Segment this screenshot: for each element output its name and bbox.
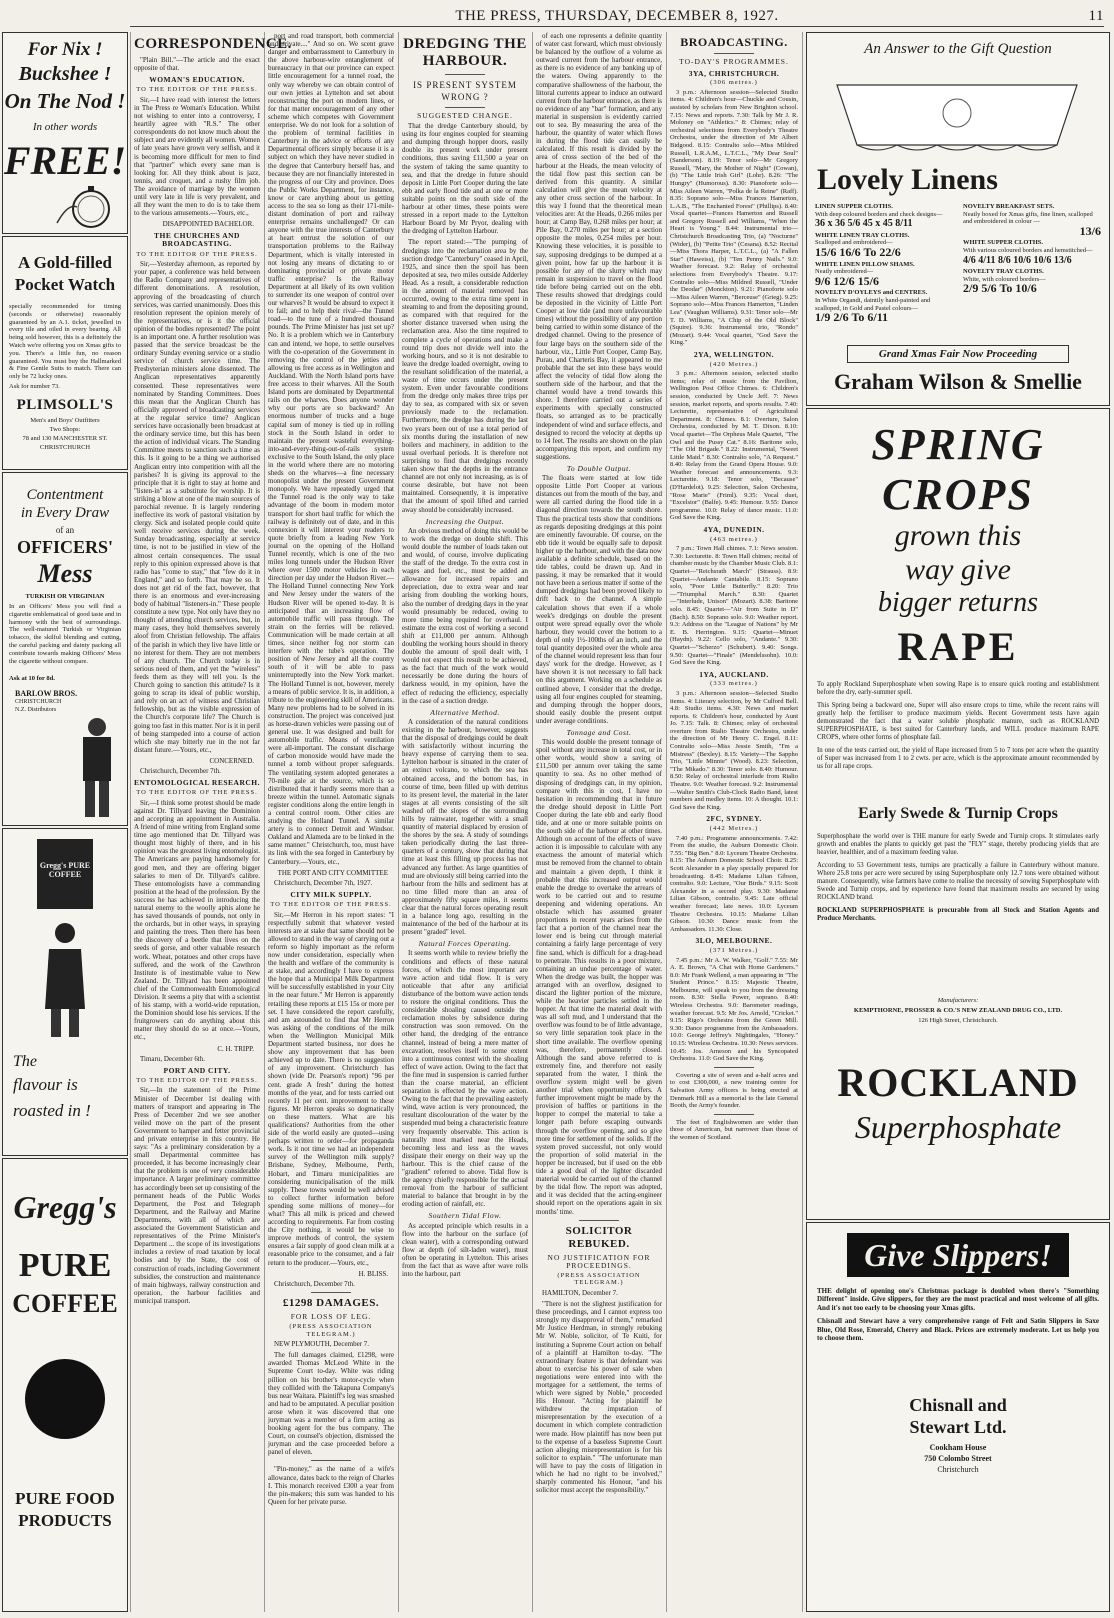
press-association: (PRESS ASSOCIATION TELEGRAM.) <box>557 1271 641 1287</box>
rockland-brand: ROCKLAND <box>837 1060 1079 1105</box>
letter-dateline: Christchurch, December 7th. <box>274 1279 355 1288</box>
plimsoll-line-2: Two Shops: <box>49 426 81 433</box>
greggs-tin <box>37 839 93 909</box>
section-heading: Alternative Method. <box>430 707 500 717</box>
section-heading: Tonnage and Cost. <box>566 727 632 737</box>
station-name: 2FC, SYDNEY. <box>706 814 762 824</box>
ad-rockland-rape <box>806 408 1110 1220</box>
plimsoll-line-4: CHRISTCHURCH <box>39 444 91 451</box>
slippers-address-1: Cookham House <box>929 1443 987 1452</box>
letter-body: Sir,—I have read with interest the letters in The Press re Woman's Education. Whilst not wishing to enter into a controversy, I heartily agree with "R.S." The other correspondents do not know much about the subject and are evidently all women. Women of late years have grown very selfish, and it is becoming more difficult for men to find that "partner" which every sane man is looking for. All they think about is jazz, tennis, and croquet, and a rushy film job. The avoidance of marriage by the women until very late in life is very prevalent, and all they want the men to do is to take them to the various amusements.—Yours, etc., <box>134 95 260 218</box>
section-heading: To Double Output. <box>566 463 632 473</box>
officers-d: OFFICERS' <box>16 537 113 557</box>
letter-heading: WOMAN'S EDUCATION. <box>149 75 245 85</box>
article-heading: SOLICITOR REBUKED. <box>565 1224 633 1250</box>
section-heading: Natural Forces Operating. <box>418 939 512 949</box>
linen-left <box>815 203 955 326</box>
broadcasting-heading: BROADCASTING. <box>680 35 788 49</box>
divider <box>714 1114 754 1115</box>
linen-item-title: WHITE LINEN TRAY CLOTHS. <box>815 231 910 239</box>
letter-signature: C. H. TRIPP. <box>217 1044 254 1053</box>
rape-para: ROCKLAND SUPERPHOSPHATE is procurable from all Stock and Station Agents and Produce Merchants. <box>817 907 1099 922</box>
divider <box>311 1460 351 1461</box>
divider <box>445 74 485 75</box>
officers-e: Mess <box>37 559 93 588</box>
plimsoll-line-3: 78 and 130 MANCHESTER ST. <box>22 435 108 442</box>
article-body: of each one represents a definite quantity of water cast forward, which must obviously be balanced by the outflow of a volume as outward current from the harbour entrance, as there is no evidence of any banking up of the waters. Owing apparently to the comparative shallowness of the harbour, the littoral currents appear to induce an outward current from the harbour entrance, as there is no evidence of any "bar" formation, and any material in suspension is evidently carried out to sea. By measuring the area of the harbour, the quantity of water which flows in during the flood tide can easily be calculated. If this result is divided by the area of cross section of the bed of the harbour at the Heads, the mean velocity of the tidal flow past this section can be derived from this quantity. A similar calculation will give the mean velocity at any other cross section of the harbour. In this way I found that the theoretical mean velocities are: At the Heads, 0.266 miles per hour; at Camp Bay, 0.268 miles per hour; at Pile Bay, 0.270 miles per hour; at a section opposite the moles, 0.254 miles per hour. Knowing these velocities, it is possible to say, supposing dredgings to be dumped at a given point, how far up the harbour it is possible for any of the slurry which may remain in suspension to travel on the flood tide before being carried out on the ebb. These results showed that dredgings could be deposited in the vicinity of Little Port Cooper at low tide (and more unfavourable times) without the possibility of any portion being carried to within some distance of the dredged channel. Owing to the presence of four large bays on the southern side of the harbour, viz., Little Port Cooper, Camp Bay, Purau, and Charteris Bay, it appeared to me probable that the set into these bays would affect the velocity of tidal flow along the southern side of the harbour, and that the channel would have a trend towards this shore. I therefore carried out a series of experiments with specially constructed floats, so arranged as to be practically independent of wind and surface effects, and designed to record the velocity at depths up to 14 feet. The results are shown on the plan accompanying this report, and confirm my suggestions. <box>536 32 662 461</box>
letter-body: Sir,—Yesterday afternoon, as reported by your paper, a conference was held between the Radio Company and representatives of different denominations. A resolution, approving of the broadcasting of church services, was carried unanimously. Does this resolution represent the opinion merely of the representatives, or is it the official opinion of the bodies represented? The point is an important one. A further resolution was passed that the service broadcast be the ordinary Sunday evening service or a studio service of church service time. The Presbyterian ministers alone dissented. The Anglican representatives apparently consented. These representatives were nominated by Standing Committees. Does this mean that the Anglican Church has officially approved of broadcasting services at the regular service time? Anglican services have occasionally been broadcast at the ordinary service time, but this has been the action of individual vicars. The Standing Committee meets to sanction such a time as this. Is it going to be a thing we authorised Anglican entry into competition with all the parishes? It is giving its approval to the principle that it is right to stay at home and "listen-in" as a substitute for worship. It is striking a blow at one of the main sources of parochial revenue. It is largely rendering ineffective its work of pastoral visitation by clergy. Sick and isolated people could quite well receive services during the week. Sunday broadcasting, especially at service time, is not to be justified in view of the almost certain consequences. The usual reply to this opinion expressed above is that radio has "come to stay," that "few do it in England," and so forth. That may be so. It does not get rid of the fact, however, that there is an enormous and ever-increasing body of habitual "listeners-in." These people constitute a new type. Not only have they no thought of attending church services, but, in many cases, they hold themselves severely aloof from Christian fellowship. The affairs of the parish in which they live have little or no interest for them. They are not members of any church. The Church today is in serious need of them, and yet the "wireless" feeds them as they will tell you. Is the Church going to sanction this attitude? Is it going to scrap its ideal of public worship, and rely on an act of witness and Christian fellowship, but as the visible expression of the Church's corporate life? The Church is going too fast in this matter. Nor is it in peril of being stampeded into a course of action which she may bitterly rue in the not far distant future.—Yours, etc., <box>134 260 260 754</box>
column-dredging <box>402 32 528 1612</box>
linen-item-desc: With deep coloured borders and check designs— <box>815 210 943 218</box>
column-rule <box>532 32 533 1612</box>
ad-give-slippers <box>806 1222 1110 1612</box>
slippers-firm-1: Chisnall and <box>909 1395 1007 1415</box>
letter-heading: CITY MILK SUPPLY. <box>290 889 372 899</box>
letter-signature: DISAPPOINTED BACHELOR. <box>162 220 254 229</box>
greggs-products: PRODUCTS <box>18 1511 112 1530</box>
rape-word: RAPE <box>897 624 1019 669</box>
letter-body: Sir,—Mr Herron in his report states: "I respectfully submit that whatever vested interests are at stake that same should not be allowed to stand in the way of carrying out a reform so highly important as the reform now under consideration, especially when the health and welfare of the community is at stake, and accordingly I have to express the hope that a Municipal Milk Department will be successfully established in your City in the near future." Mr Herron is apparently retailing these reports at £15 15s or more per set. I have considered the report carefully, and am astounded to find that Mr Herron was asking of the conditions of the milk when the Wellington Municipal Milk Department started business, nor does he show any improvement that has been achieved up to date. There is no suggestion of any improvement. Christchurch has shown (vide Dr. Pearson's report) "96 per cent. grade A fresh" during the hottest months of the year, and for tests carried out recently 11 per cent. improvement to these figures. Mr Herron speaks so dogmatically on these matters. What are his qualifications? Authorities from the other side of the world easily are quoted—using perhaps written to order—for propaganda work. Is it not time we had an independent survey of the Wellington milk supply? Brisbane, Sydney, Melbourne, Perth, Hobart, and Timaru municipalities are considering municipalisation of the milk supply. These towns would be well advised to collect further information before spending some millions of money—for what? This all milk is priced and chewed according to requirements. Far from costing the City nothing, it would be wise to improve methods of control, the system ensures a fair supply of good clean milk at a reasonable price to the consumer, and a fair return to the producer.—Yours, etc., <box>268 910 394 1267</box>
column-rule <box>130 32 131 1612</box>
greggs-pure: PURE <box>18 1247 112 1284</box>
article-body: This would double the present tonnage of spoil without any increase in total cost, or in other words, would show a saving of £11,500 per annum over taking the same quantity to sea. As no other method of disposing of dredgings can, in my opinion, compare with this in cost, I have no hesitation in recommending that in future the dredge should deposit in Little Port Cooper during the late ebb and early flood tide, and at one or more suitable points on the south side of the harbour at other times. Although on account of the effects of wave action it is impossible to calculate with any exactness the amount of material which must be removed from the channel to obtain and maintain a given depth, I think it probable that this increased output would enable the dredge to overtake the arrears of work to be carried out and to resume deepening and widening operations. An obstacle which has assumed greater proportions in recent years arises from the fact that a portion of the channel near the lower end is being cut through material containing a fairly large percentage of very fine sand, which is difficult for a drag-head to penetrate. This results in a poor mixture, containing an undue percentage of water. When the dredge was built, the hopper was arranged with an overflow, designed to discard the lighter portion of the mixture, while the heavier particles settled in the hopper. At that time the material dealt with was all soft mud, and I understand that the overflow was found to be of little advantage, so very little separation took place in the short time available. The overflow opening was, therefore, permanently closed. Although the sand above referred to is extremely fine, and therefore not easily separated from the water, I think the overflow system might well be given another trial when opportunity offers. A further improvement might be made by the provision of baffles or partitions in the hopper to compel the material to take a longer path before escaping outwards through the overflow opening, and so give more time for settlement of the solids. If the system proved successful, not only would the proportion of solid material in the hopper be increased, but if used on the ebb tide a good deal of the lighter discarded material would be carried out of the channel by the tidal flow. The report was adopted, and it was decided that the acting-engineer should report on the operations again in six months' time. <box>536 738 662 1216</box>
article-body: The floats were started at low tide opposite Little Port Cooper at various distances out from the mouth of the bay, and were all carried during the flood tide in a diagonal direction towards the south shore. Thus the practical tests show that conditions as regards depositing dredgings at this point are eminently favourable. Of course, on the ebb tide it would be equally safe to deposit higher up the harbour, and with the data now available a definite schedule, based on the tide tables, could be drawn up. And in passing, it may be remarked that it would not have been a serious matter if some of the dumped dredgings had been proved likely to drift back to the channel. A simple calculation shows that even if a whole week's dredgings on double the present output were spread equally over the whole harbour, they would cover the bottom to a depth of only 1½-100ths of an inch, and the total quantity deposited over the whole area of the channel would represent less than four days' work for the dredge. However, as I have shown it is not necessary to fall back on this argument. Working on a schedule as outlined above, I consider that the dredge, using all four engines coupled for steaming, and dumping through the hopper doors, should easily double the present output under average conditions. <box>536 474 662 725</box>
linen-item-desc: White, with coloured borders— <box>963 275 1046 283</box>
letter-dateline: Christchurch, December 7th. <box>140 766 221 775</box>
officers-body: In an Officers' Mess you will find a cigarette emblematical of good taste and in harmony with the best of surroundings. The well-matured Turkish or Virginian tobacco, the skilful blending and cutting, the careful packing and dainty packing all contribute towards making Officers' Mess the cigarette without compare. <box>9 603 121 665</box>
ad-greggs-flavour <box>2 828 128 1156</box>
dredging-heading: DREDGING THE HARBOUR. <box>403 36 527 69</box>
officer-figure-illustration <box>69 713 125 821</box>
rockland-superphosphate: Superphosphate <box>854 1109 1062 1145</box>
slippers-address-3: Christchurch <box>937 1465 979 1474</box>
station-name: 2YA, WELLINGTON. <box>693 349 775 359</box>
rape-manufacturers-label: Manufacturers: <box>937 997 979 1004</box>
station-name: 3LO, MELBOURNE. <box>695 936 773 946</box>
letter-body: Sir,—I think some protest should be made against Dr. Tillyard leaving the Dominion and accepting an appointment in Australia. A friend of mine writing from England some time ago mentioned that Dr. Tillyard was thought most highly of there, and in his opinion was the greatest living entomologist. The Americans are paying handsomely for good men, and they are offering bigger salaries to men of Dr. Tillyard's calibre. These entomologists have a commanding position at the head of the profession. By the success he has achieved in introducing the natural enemy to the woolly aphis alone he has saved thousands of pounds, not only in the orchards, but in other ways, in spraying and painting the trees. Then there has been the discovery of a beetle that lives on the seeds of gorse, and other valuable research work. Wheat, potatoes and other crops have suffered, and the work of the Cawthron Institute is of inestimable value to New Zealand. Dr. Tillyard has been appointed chief of the Commonwealth Entomological Division. It seems a pity that with a scientist of his stamp, with a world-wide reputation, the Dominion should lose his services. If the fruitgrowers can do anything about this matter they should do so at once.—Yours, etc., <box>134 798 260 1042</box>
linen-item-price: 15/6 16/6 To 22/6 <box>815 244 901 259</box>
ad-lovely-linens <box>806 32 1110 406</box>
slippers-para: Chisnall and Stewart have a very comprehensive range of Felt and Satin Slippers in Saxe Blue, Old Rose, Emerald, Cherry and Black. Prices are extremely moderate. Let us help you to choose them. <box>817 1317 1099 1343</box>
press-association: (PRESS ASSOCIATION TELEGRAM.) <box>289 1322 373 1338</box>
watch-title: A Gold-filled <box>18 253 112 272</box>
rape-manufacturers-address: 126 High Street, Christchurch. <box>918 1017 998 1024</box>
nix-line-d: In other words <box>32 121 98 133</box>
greggs-flavour-c: roasted in ! <box>13 1101 91 1120</box>
nix-line-b: Buckshee ! <box>18 63 112 85</box>
table-linen-illustration <box>817 65 1097 157</box>
officers-dist-2: CHRISTCHURCH <box>15 699 62 705</box>
article-body: The feet of Englishwomen are wider than those of American, but narrower than those of the women of Scotland. <box>670 1118 798 1141</box>
linen-item-price: 2/9 5/6 To 10/6 <box>963 281 1037 296</box>
linen-item-title: WHITE SUPPER CLOTHS. <box>963 239 1044 247</box>
linen-item-desc: In White Organdi, daintily hand-painted and scalloped, in Gold and Pastel colours— <box>815 296 931 312</box>
article-body: An obvious method of doing this would be to work the dredge on double shift. This would double the number of loads taken out and would, of course, involve duplicating the staff of the dredge. To the extra cost in wages and fuel, etc., must be added an allowance for increased repairs and depreciation, due to extra wear and tear arising from doubling the working hours, also the number of dredging days in the year would presumably be reduced, owing to more time being required for overhaul. I estimate the extra cost of working a second shift at £11,000 per annum. Although doubling the working hours should in theory double the amount of spoil dealt with, I would not expect this result to be achieved, as the fact that much of the work would necessarily be done during the hours of darkness would, in my opinion, have the effect of reducing the efficiency, especially in the case of a suction dredge. <box>402 526 528 705</box>
station-wavelength: (420 Metres.) <box>709 360 759 368</box>
rape-para: To apply Rockland Superphosphate when sowing Rape is to ensure quick rooting and establishment before the dry, early-summer spell. <box>817 681 1099 696</box>
linen-right <box>963 203 1101 297</box>
slippers-banner <box>847 1233 1069 1277</box>
linen-item-price: 13/6 <box>1079 223 1101 238</box>
masthead <box>130 6 1104 27</box>
letter-heading: ENTOMOLOGICAL RESEARCH. <box>134 778 260 788</box>
linen-item-desc: Neatly boxed for Xmas gifts, fine linen, scalloped and embroidered in colour — <box>963 210 1093 226</box>
rape-para: In one of the tests carried out, the yield of Rape increased from 5 to 7 tons per acre when the quantity of Super was increased from 1 to 2 cwts. per acre, which is the approximate amount recommended by us for all rape crops. <box>817 747 1099 770</box>
station-name: 4YA, DUNEDIN. <box>703 525 765 535</box>
rape-para: This Spring being a backward one, Super will also ensure crops to time, while the recent rains will greatly help the fertiliser to produce maximum yields. Recent Government tests have again demonstrated the fact that a water soluble phosphatic manure, such as ROCKLAND SUPERPHOSPHATE, is best suited for Canterbury lands, and WILL produce maximum RAPE CROPS, where other forms of phosphate fail. <box>817 702 1099 741</box>
station-name: 3YA, CHRISTCHURCH. <box>688 68 780 78</box>
slippers-body <box>817 1287 1099 1347</box>
ad-greggs-pure-coffee <box>2 1158 128 1612</box>
linen-item-price: 36 x 36 5/6 45 x 45 8/11 <box>815 218 913 230</box>
plimsoll-line-1: Men's and Boys' Outfitters <box>30 417 100 424</box>
column-correspondence <box>134 32 292 1612</box>
nix-line-c: On The Nod ! <box>4 89 126 113</box>
correspondence-heading: CORRESPONDENCE. <box>134 36 292 52</box>
article-body: A consideration of the natural conditions existing in the harbour, however, suggests that the disposal of dredgings could be dealt with satisfactorily without incurring the heavy expense of carrying them to sea. Lyttelton harbour is situated in the crater of an extinct volcano, to which the sea has obtained access, and the bottom has, in course of time, been filled up with detritus to its present level, the material in the later stages at all events consisting of the silt washed off the slopes of the surrounding hills by rainwater, together with a small quantity of material displaced by erosion of the shores by the sea. A study of soundings taken periodically during the last three-quarters of a century, show that during that time at least this filling up process has not advanced any further. As large quantities of mud are obviously still being carried into the harbour from the hills and sediment has at no time filled more than an area of approximately fifty square miles, it seems clear that the natural forces operating result in a balance long ago, resulting in the maintenance of the bed of the harbour at its present "graded" level. <box>402 717 528 937</box>
station-programme: 3 p.m.: Afternoon session—Selected Studio items. 4: Children's hour—Chuckle and Cousin, assisted by scholars from New Brighton school. 7.15: News and reports. 7.30: Talk by Mr J. R. Moloney on "Athletics." 8: Chimes; relay of orchestral selections from Everybody's Theatre Orchestra, under the direction of Mr Albert Bidgood. 8.15: Contralto solo—Miss Mildred Russell, L.R.A.M., L.T.C.L., "My Dear Soul" (Sanderson). 8.19: Tenor solo—Mr Gregory Russell, "Mary, the Mother of Night" (Cowan), (b) "The Little Irish Girl" (Lohr). 8.26: "The Hungry" (Humorous). 8.30: Pianoforte solo—Miss Aileen Warren, "Polka de la Reine" (Raff). 8.35: Soprano solo—Miss Frances Hamerton, L.A.B., "The Enchanted Forest" (Phillips). 8.40: Vocal quartet—Frances Hamerton and Russell and Gregory Russell and Williams, "When the Heart is Young." 8.44: Instrumental trio—Christchurch Broadcasting Trio, (a) "Nocturne" (Wider), (b) "Petite Trio" (Cesana). 8.52: Recital—Miss Thora Harper, L.T.C.L., (a) "A Fallen Star" (Haweiss), (b) "Ten Penny Nails." 9.0: Weather forecast. 9.2: Relay of orchestral selections from Everybody's Theatre. 9.17: Contralto solo—Miss Mildred Russell, "Under the Deodar" (Monckton). 9.21: Pianoforte solo—Miss Aileen Warren, "Berceuse" (Grieg). 9.25: Soprano solo—Miss Frances Hamerton, "Linden Lea" (Vaughan Williams). 9.31: Tenor solo—Mr T. D. Williams, "A Chip of the Old Block" (Squire). 9.36: Instrumental trio, "Rondo" (Mozart). 9.44: Vocal quartet, "God Save the King." <box>670 88 798 347</box>
rape-manufacturers: KEMPTHORNE, PROSSER & CO.'S NEW ZEALAND DRUG CO., LTD. <box>853 1007 1063 1014</box>
article-body: "There is not the slightest justification for these proceedings, and I cannot express too strongly my disapproval of them," remarked Mr Justice Herdman, in strongly rebuking Mr W. Noble, solicitor, of Te Kuiti, for instituting a Supreme Court action on behalf of a plaintiff at Hamilton to-day. "The extraordinary feature is that defendant was about to exercise his power of sale when negotiations were entered into with the mortgagee for a settlement, the terms of which were signed by Noble," proceeded His Honour. "Acting for plaintiff he withdrew the imputation of misrepresentation by the execution of a document in which complete contradiction were made. How plaintiff has now been put to the expense of a baseless Supreme Court action alleging misrepresentation is for his solicitor to explain." "The unfortunate man will have to pay the costs of litigation in which he had no right to be involved," sharply commented his Honour, "and his solicitor must accept the responsibility." <box>536 1300 662 1495</box>
slippers-para: THE delight of opening one's Christmas package is doubled when there's "Something Different" inside. Give slippers, for they are the most practical and most welcome of all gifts. And it's not too early to be choosing your Xmas gifts. <box>817 1287 1099 1312</box>
linen-item-price: 4/6 4/11 8/6 10/6 10/6 13/6 <box>963 254 1072 266</box>
column-rule <box>802 32 803 1612</box>
article-body: As accepted principle which results in a flow into the harbour on the surface (of clean water), with a corresponding outward flow at depth (of silt-laden water), must often be operating in Lyttelton. This arises from the fact that as wave after wave rolls into the harbour, part <box>402 1221 528 1279</box>
linen-item-title: WHITE LINEN PILLOW SHAMS. <box>815 260 915 268</box>
dredging-subheading-2: SUGGESTED CHANGE. <box>417 111 513 120</box>
column-port-city <box>268 32 394 1612</box>
column-rule <box>666 32 667 1612</box>
article-body: "Pin-money," as the name of a wife's allowance, dates back to the reign of Charles I. This monarch received £300 a year from the pin-makers; this sum was handed to his Queen for her private purse. <box>268 1465 394 1506</box>
letter-body: Sir,—In the statement of the Prime Minister of December 1st dealing with matters of transport and appearing in The Press of December 2nd we see another veiled move on the part of the present Government to hamper and fetter provincial and private enterprise in this country. He says: "As a preliminary consideration by a small Departmental committee has proceeded, it has become increasingly clear that the problem is one of very considerable importance. A larger preliminary committee has accordingly been set up consisting of the permanent heads of the Public Works Department, the Post and Telegraph Department, and the Railway and Marine Departments, with all of which are associated the Government Statistician and representatives of the Prime Minister's Department ... the scope of its investigations includes a review of road taxation by local bodies and by the State, the cost of construction of roads, including Government subsidies, the construction and maintenance of main highways, railway construction and operation, the harbour facilities and municipal transport. <box>134 1086 260 1305</box>
to-editor: TO THE EDITOR OF THE PRESS. <box>270 900 392 908</box>
watch-ref: Ask for number 73. <box>9 383 60 390</box>
nix-line-a: For Nix ! <box>27 39 103 60</box>
rape-para: According to 53 Government tests, turnips are practically a failure in Canterbury without manure. Where 25.8 tons per acre were secured by using Superphosphate only 12.7 tons were obtained without manure. Consequently, wise farmers have come to realise the necessity of sowing Superphosphate with Swede and Turnip crops, and by experience have found that maximum results are secured by using ROCKLAND brand. <box>817 862 1099 901</box>
station-programme: 7.40 p.m.: Programme announcements. 7.42: From the studio, the Auburn Domestic Choir. 7.55: "Big Ben." 8.0: Lyceum Theatre Orchestra. 8.15: The Auburn Domestic School Choir. 8.25: Scott Alexander in a play specially prepared for broadcasting. 8.45: Madame Lilian Gibson, contralto. 9.0: Lecture, "Our Birds." 9.15: Scott Alexander in a second play. 9.30: Madame Lilian Gibson, contralto. 9.45: Late official weather forecast; late news. 10.0: Lyceum Theatre Orchestra. 10.15: Madame Lilian Gibson. 10.30: Dance music from the Ambassadors. 11.30: Close. <box>670 834 798 933</box>
section-heading: Increasing the Output. <box>425 516 505 526</box>
broadcasting-subheading: TO-DAY'S PROGRAMMES. <box>679 57 789 66</box>
linen-item-title: NOVELTY TRAY CLOTHS. <box>963 268 1044 276</box>
officers-price: Ask at 10 for 8d. <box>9 675 55 682</box>
linen-item-title: NOVELTY BREAKFAST SETS. <box>963 203 1055 210</box>
divider <box>311 1292 351 1293</box>
rape-way: way give <box>905 553 1011 586</box>
column-rule <box>264 32 265 1612</box>
article-heading: £1298 DAMAGES. <box>282 1296 380 1309</box>
slippers-firm-2: Stewart Ltd. <box>909 1417 1007 1437</box>
article-body: It seems worth while to review briefly the conditions and effects of these natural forces, of which the most important are wave action and tidal flow. It is very noticeable that after any artificial disturbance of the bottom wave action tends to restore the original conditions. Thus the considerable shoaling caused outside the reclamation moles by subsidence during construction was soon removed. On the other hand, the dredging of the entrance channel, instead of being a mere matter of excavation, resolves itself to some extent into a continuous contest with the shoaling effect of wave action. Owing to the fact that the fine mud in suspension is carried further than the coarse material, an efficient separation is effected by the wave action. Owing to the fact that the prevailing easterly wind, wave action is very pronounced, the resultant discolouration of the water by the suspended mud being a characteristic feature very frequently observable. This action is naturally most marked near the Heads, becoming less and less as the waves dissipate their energy on their way up the harbour. This is the chief cause of the "gradient" referred to above. Tidal flow is the agency chiefly responsible for the actual removal from the harbour of sufficient material to balance that brought in by the eroding action of rainfall, etc. <box>402 949 528 1209</box>
dredging-subheading: IS PRESENT SYSTEM WRONG ? <box>413 80 517 102</box>
rape-crops: CROPS <box>882 470 1034 519</box>
watch-body: specially recommended for timing (seconds or otherwise) reasonably guaranteed by an A.1. ticket, jewelled in every tile and oiled in every bearing. All being sold however, this is a definitely the Watch we're offering you on Xmas gifts to you. There's a little fun, no reason guaranteed. You must buy the Hallmarked & Fine Gentle Suits to match. There can only be 72 lucky ones. <box>9 303 121 381</box>
article-body: Covering a site of seven and a-half acres and to cost £300,000, a new training centre for Salvation Army officers is being erected at Denmark Hill as a memorial to the late General Booth, the Army's founder. <box>670 1071 798 1110</box>
ad-pocket-watch <box>2 236 128 470</box>
waiter-illustration <box>27 919 103 1039</box>
greggs-pure-food: PURE FOOD <box>15 1489 115 1508</box>
station-programme: 3 p.m.: Afternoon session, selected studio items; relay of music from the Pavilion, Wellington Post Office Chimes. 6: Children's session, conducted by Uncle Jeff. 7: News session, market reports, and sports results. 7.40: Lecturette, representative of Agricultural Department. 8: Chimes. 8.1: Overture, Salon Orchestra, conducted by M. T. Dixon. 8.10: Vocal quartet—The Orpheus Male Quartet, "The Owl and the Pussy Cat." 8.16: Baritone solo, "The Old Brigade." 8.22: Instrumental, "Sweet Little Maid." 8.30: Contralto solo, "A Request." 8.40: Relay from the Grand Opera House. 9.0: Weather forecast and announcements. 9.3: Lecturette. 9.18: Tenor solo, "Because" (D'Hardelot). 9.25: Selection, Salon Orchestra, "Rose Marie" (Friml). 9.35: Vocal duet, "Excelsior" (Balfe). 9.45: Humour. 9.55: Dance programme. 10.0: Relay of dance music. 11.0: God Save the King. <box>670 370 798 522</box>
letter-signature: H. BLISS. <box>358 1269 388 1278</box>
article-subheading: FOR LOSS OF LEG. <box>290 1311 372 1321</box>
letter-signature: CONCERNED. <box>209 756 254 765</box>
officers-c: of an <box>55 525 75 535</box>
column-rule <box>398 32 399 1612</box>
watch-title-2: Pocket Watch <box>14 275 116 294</box>
station-programme: 7.45 p.m.: Mr A. W. Walker, "Golf." 7.55: Mr A. E. Brown, "A Chat with Home Gardeners." 8.0: Mr Frank Wellend, a man appearing in "The Student Prince." 8.15: Majestic Theatre, Melbourne, will speak to you from the dressing room. 8.30: Stella Power, soprano. 8.40: Wireless Orchestra. 9.0: Barometer readings, weather forecast. 9.5: Mr Jos. Arnold, "Cricket." 9.15: Rigo's Orchestra from the Green Mill. 9.30: Dance programme from the Ambassadors. 10.0: George Jeffrey's Nightingales, "Honey." 10.15: Wireless Orchestra. 10.30: News services. 10.45: Jos. Arneson and his Syncopated Orchestra. 11.0: God Save the King. <box>670 956 798 1063</box>
column-dredging-cont <box>536 32 662 1612</box>
linen-item-desc: Scalloped and embroidered— <box>815 239 893 247</box>
greggs-flavour-b: flavour is <box>13 1075 78 1094</box>
letter-dateline: Timaru, December 6th. <box>140 1054 206 1063</box>
section-heading: Southern Tidal Flow. <box>428 1211 502 1221</box>
officers-b: in Every Draw <box>20 505 110 521</box>
linen-fair: Grand Xmas Fair Now Proceeding <box>878 348 1038 360</box>
linen-item-price: 1/9 2/6 To 6/11 <box>815 310 889 325</box>
greggs-logo <box>25 1359 105 1439</box>
linen-item-desc: Neatly embroidered— <box>815 268 874 276</box>
nix-line-e: FREE! <box>3 138 127 183</box>
linen-fair-box <box>847 345 1069 363</box>
article-body: The report stated:—"The pumping of dredgings into the reclamation area by the suction dredge "Canterbury" ceased in April, 1925, and since then the spoil has been deposited at sea, two miles outside Adderley Head. As a result, a considerable reduction in the amount of material removed has occurred, owing to the extra time spent in steaming to and from the depositing ground, as compared with that required for the shorter distance traversed when using the reclamation area. Also the time required to complete a cycle of operations and make a round trip does not divide well into the working hours, and so it is not desirable to leave the dredge loaded overnight, owing to the resultant solidification of the material, a waste of time occurs under the present system. Even under favourable conditions from the dredge only makes three trips per day to sea, as compared with six or seven previously made to the reclamation. Furthermore, the dredge has during the last two years been out of use a total period of six months during the installation of new boilers and machinery, in addition to the usual overhaul periods. It is therefore not surprising to find that dredgings recently taken show that the depths in the entrance channel are not only not increasing, as is of course desirable, but have not been maintained. Consequently, it is imperative that the amount of spoil lifted and carried away should be considerably increased. <box>402 238 528 514</box>
linen-firm: Graham Wilson & Smellie <box>834 369 1082 394</box>
linen-item-desc: With various coloured borders and hemstitched— <box>963 246 1093 254</box>
newspaper-title: THE PRESS, THURSDAY, DECEMBER 8, 1927. <box>455 8 779 24</box>
letter-signature: THE PORT AND CITY COMMITTEE <box>277 868 388 877</box>
divider <box>579 1220 619 1221</box>
rape-grown: grown this <box>894 519 1022 552</box>
to-editor: TO THE EDITOR OF THE PRESS. <box>136 789 258 797</box>
letter-body: port and road transport, both commercial and private...." And so on. We scent grave danger and embarrassment to Canterbury in the above harbour-wire entanglement of bureaucracy in that our province can expect little encouragement for a tunnel road, the only way whereby we can obtain control of our own jetties at Lyttelton and set about reconstructing the port on modern lines, or for that matter encouragement of any other scheme which competes with Government enterprise. We do not look for a solution of the problem of terminal facilities in Canterbury in the advice or efforts of any Departmental officers simply because it is a subject on which they have never studied in the degree that Canterbury herself has, and because they are not financially interested in the progress of our City and province. Does the Public Works Department, for instance, know or care anything about us getting access to the sea so long as their 171-mile-distant domination of port and railway enterprise remains unchallenged? Or can anyone with the true interests of Canterbury at heart entrust the solution of our transportation problems to the Railway Department, which is vitally interested in not losing any means of dictating to or dominating provincial or private motor traffic enterprise? Is the Railway Department at all likely of its own volition to surrender its one weapon of control over our wharves? It would be absurd to expect it to fail; and to help their rival—the Tunnel road—to the tune of a hundred thousand pounds. The Prime Minister has just set up? No. It is a problem which we in Canterbury can and intend, we hope, to settle ourselves with the co-operation of the Government in removing the control of the jetties and allowing us free access as in Wellington and Auckland. With the North Island ports have free access to their wharves. All the South Island ports are dominated by Departmental rails on the wharves. Does anyone wonder why our ports are so backward? An enormous number of trucks and a huge capital sum of money is tied up in rolling stock in the South Island in order to maintain the present wasteful everything-into-and-every-thing-out-of-rails system exclusive to the South Island, the only place in the world where there are no motoring sheds on the wharves—a fine necessary monopolist under the present Government monopoly. We have repeatedly urged that the Tunnel road is the only way to take advantage of the boom in modern motor transport for short haul traffic for which the railway is definitely out of date, and in this connexion it will interest your readers to quote briefly from a leading New York journal on the opening of the Holland Tunnel recently, which is one of the two miles long tunnels under the Hudson River where over 1500 motor vehicles in each direction per day under the Hudson River.—The Holland Tunnel connecting New York and New Jersey under the waters of the Hudson River will be opened to-day. It is anticipated that an increasing flow of automobile traffic will pass through. The strain on the ferries will be relieved. Communication will be made certain at all times, since neither fog nor storm can interfere with the tube's operation. The position of New Jersey and all the country south of it will be able to pass uninterruptedly into the New York market. The Holland Tunnel is not, however, merely a means of public service. It is, in addition, a tribute to the engineering skill of Americans. Many new problems had to be solved in its construction. The project was conceived just as horse-drawn vehicles were passing out of general use. It was designed and built for automobile traffic. Means of ventilation were all-important. The constant discharge of carbon monoxide would have made the tunnel a tomb without proper safeguards. The ventilating system adopted generates a 70-mile gale at the source, which is so distributed that it hardly seems more than a breeze within the tunnel. Automatic signals register conditions along the entire length in a central control room. Other cities are studying the Holland Tunnel. A similar artery is to connect Detroit and Windsor. Oakland and Alameda are to be linked in the same manner." Christchurch, too, must have its link with the sea forged in Canterbury by Canterbury.—Yours, etc., <box>268 32 394 866</box>
article-subheading: NO JUSTIFICATION FOR PROCEEDINGS. <box>547 1252 651 1270</box>
greggs-coffee: COFFEE <box>12 1289 118 1318</box>
station-wavelength: (463 metres.) <box>710 535 758 543</box>
station-wavelength: (306 metres.) <box>710 79 758 87</box>
letter-dateline: Christchurch, December 7th, 1927. <box>274 878 373 887</box>
column-broadcasting <box>670 32 798 1612</box>
officers-a: Contentment <box>26 487 104 503</box>
station-wavelength: (371 Metres.) <box>709 946 759 954</box>
ad-officers-mess <box>2 472 128 826</box>
station-programme: 3 p.m.: Afternoon session—Selected Studio items. 4: Literary selection, by Mr Culford Bell. 4.8: Studio items. 4.30: News and market reports. 6: Children's hour, conducted by Aunt Jo. 7.15: Talk. 8: Chimes; relay of orchestral overture from Rialto Theatre Orchestra, under the direction of Mr Henry C. Engel. 8.11: Contralto solo—Miss Jessie Smith, "I'm a Mistress" (Bexley). 8.15: Variety—The Sappho Trio, "Little Minnie" (Wood). 8.23: Selection, "The Mikado." 8.30: Tenor solo. 8.40: Humour. 8.50: Relay of orchestral interlude from Rialto Theatre. 9.0: Weather forecast. 9.2: Instrumental—Walter Smith's Club-Clock Radio Band, latest numbers and medley items. 10: A thought. 10.1: God Save the King. <box>670 689 798 811</box>
article-body: The full damages claimed, £1298, were awarded Thomas McLeod White in the Supreme Court to-day. White was riding pillion on his brother's motor-cycle when they collided with the Takapuna Company's bus near Waitara. Plaintiff's leg was smashed and had to be amputated. A peculiar position arose when it was discovered that one juryman was a member of a firm acting as booking agent for the bus company. The Court, on counsel's objection, dismissed the juryman and the case proceeded before a panel of eleven. <box>268 1351 394 1457</box>
to-editor: TO THE EDITOR OF THE PRESS. <box>136 1076 258 1084</box>
linen-item-title: LINEN SUPPER CLOTHS. <box>815 203 893 210</box>
rape-spring: SPRING <box>871 420 1045 469</box>
plimsoll-name: PLIMSOLL'S <box>16 397 114 413</box>
greggs-flavour-a: The <box>13 1053 37 1070</box>
linen-title: Lovely Linens <box>817 163 998 196</box>
watch-illustration <box>53 183 123 231</box>
rape-swede-heading: Early Swede & Turnip Crops <box>858 805 1058 822</box>
slippers-title: Give Slippers! <box>864 1237 1052 1273</box>
divider <box>714 1067 754 1068</box>
article-dateline: NEW PLYMOUTH, December 7. <box>274 1340 370 1349</box>
rape-body <box>817 681 1099 776</box>
officers-f: TURKISH OR VIRGINIAN <box>25 593 105 600</box>
correspondence-note: "Plain Bill."—The article and the exact opposite of that. <box>134 56 260 73</box>
station-wavelength: (333 metres.) <box>710 680 758 688</box>
station-name: 1YA, AUCKLAND. <box>699 669 769 679</box>
greggs-name: Gregg's <box>13 1189 117 1225</box>
rape-para: Superphosphate the world over is THE manure for early Swede and Turnip crops. It stimulates early growth and enables the plants to quickly get past the "FLY" stage, thereby producing yields that are heavier, healthier, and of a maximum feeding value. <box>817 833 1099 856</box>
rape-returns: bigger returns <box>878 587 1038 618</box>
rape-body-2 <box>817 833 1099 928</box>
article-body: That the dredge Canterbury should, by using its four engines coupled for steaming and dumping through hopper doors, easily double its present work under present conditions, thus saving £11,500 a year on the system of taking the same quantity to sea, and that the dredge in future should deposit in Little Port Cooper during the late ebb and early flood tide and at one or more suitable points on the south side of the harbour at other times, these points were stressed in a report made to the Lyttelton Harbour Board by Mr Pryor, dealing with the dredging of Lyttelton Harbour. <box>402 122 528 236</box>
article-dateline: HAMILTON, December 7. <box>542 1288 618 1297</box>
page-number: 11 <box>1088 8 1104 24</box>
linen-banner: An Answer to the Gift Question <box>864 41 1052 57</box>
officers-dist-3: N.Z. Distributors <box>15 707 57 713</box>
linen-item-price: 9/6 12/6 15/6 <box>815 273 880 288</box>
to-editor: TO THE EDITOR OF THE PRESS. <box>136 250 258 258</box>
letter-heading: THE CHURCHES AND BROADCASTING. <box>154 231 240 249</box>
officers-dist-1: BARLOW BROS. <box>15 689 78 698</box>
to-editor: TO THE EDITOR OF THE PRESS. <box>136 86 258 94</box>
greggs-tin-label: Gregg's PURE COFFEE <box>39 861 91 879</box>
divider <box>445 107 485 108</box>
divider <box>714 53 754 54</box>
station-wavelength: (442 Metres.) <box>709 825 759 832</box>
station-programme: 7 p.m.: Town Hall chimes. 7.1: News session. 7.30: Lecturette. 8: Town Hall chimes; recital of chamber music by the Chamber Music Club. 8.1: Quartet—"Reichsrath March" (Strauss). 8.9: Quartet—Andante Cantabile. 8.15: Soprano solo, "Poor Little Butterfly." 8.20: Trio—"Triumphal March." 8.30: Quartet—"Interlude, Unison" (Mozart). 8.38: Baritone solo. 8.45: Quartet—"Air from Suite in D" (Bach). 8.50: Soprano solo. 9.0: Weather report. 9.3: Address on the "League of Nations" by Mr E. B. Herrington. 9.15: Quartet—Minuet (Haydn). 9.22: Cello solo, "Andante." 9.30: Quartet—"Scherzo" (Schubert). 9.40: Songs. 9.50: Quartet—"Finale" (Mendelssohn). 10.0: God Save the King. <box>670 545 798 667</box>
linen-item-title: NOVELTY D'OYLEYS and CENTRES. <box>815 289 928 297</box>
letter-heading: PORT AND CITY. <box>163 1065 231 1075</box>
ad-for-nix <box>2 32 128 234</box>
slippers-address-2: 750 Colombo Street <box>924 1454 992 1463</box>
